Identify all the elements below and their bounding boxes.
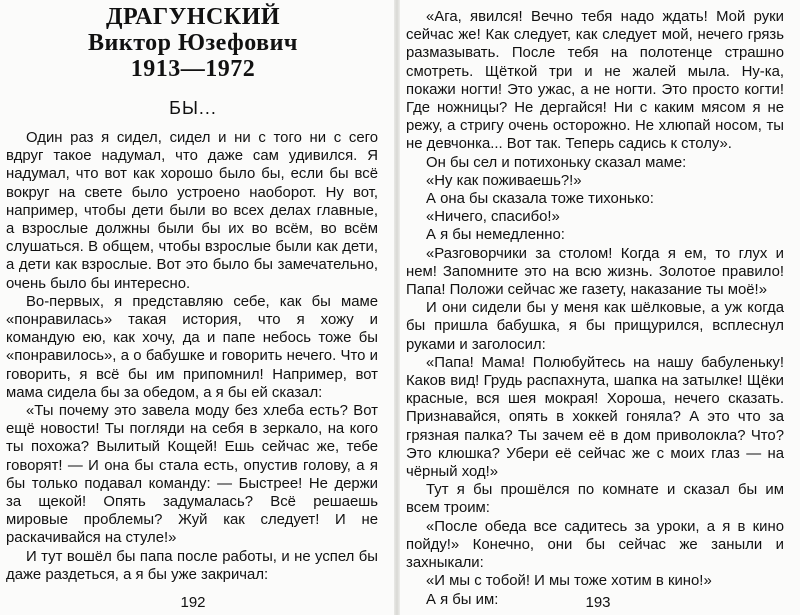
- paragraph: А она бы сказала тоже тихонько:: [426, 191, 654, 208]
- chapter-title: БЫ...: [169, 98, 217, 118]
- right-page-text: [406, 0, 790, 609]
- paragraph: И тут вошёл бы папа после работы, и не успел бы даже раздеться, а я бы уже закричал:: [6, 548, 378, 583]
- page-number-right: 193: [585, 594, 611, 611]
- paragraph: «И мы с тобой! И мы тоже хотим в кино!»: [426, 573, 712, 590]
- paragraph: «Ну как поживаешь?!»: [426, 172, 582, 189]
- paragraph: «Ага, явился! Вечно тебя надо ждать! Мой руки сейчас же! Как следует, как следует мой, нечего грязь размазывать. После тебя на полотенце страшно смотреть. Щёткой три и не жалей мыла. Ну-ка, покажи ногти! Это ужас, а не ногти. Это просто когти! Где ножницы? Не дергайся! Ни с каким мясом я не режу, а стригу очень осторожно. Не хлюпай носом, ты не девчонка... Вот так. Теперь садись к столу».: [406, 9, 784, 153]
- paragraph: И они сидели бы у меня как шёлковые, а уж когда бы пришла бабушка, я бы прищурился, всплеснул руками и заголосил:: [406, 300, 784, 353]
- paragraph: Во-первых, я представляю себе, как бы маме «понравилась» такая история, что я хожу и командую ею, как хочу, да и папе небось тоже бы «понравилось», а о бабушке и говорить нечего. Что и говорить, я всё бы им припомнил! Например, вот мама сидела бы за обедом, а я бы ей сказал:: [6, 293, 378, 401]
- book-gutter: [394, 0, 400, 615]
- paragraph: А я бы им:: [426, 591, 499, 608]
- left-page-text: [0, 129, 386, 584]
- right-page: [406, 0, 790, 615]
- left-page: [0, 0, 386, 615]
- paragraph: Один раз я сидел, сидел и ни с того ни с сего вдруг такое надумал, что даже сам удивился. Я надумал, что вот как хорошо было бы, если бы всё вокруг на свете было устроено наоборот. Ну вот, например, чтобы дети были во всех делах главные, а взрослые должны были бы их во всём, во всём слушаться. В общем, чтобы взрослые были как дети, а дети как взрослые. Вот это было бы замечательно, очень было бы интересно.: [6, 130, 378, 292]
- paragraph: «Ты почему это завела моду без хлеба есть? Вот ещё новости! Ты погляди на себя в зеркало, на кого ты похожа? Вылитый Кощей! Ешь сейчас же, тебе говорят! — И она бы стала есть, опустив голову, а я бы только подавал команду: — Быстрее! Не держи за щекой! Опять задумалась? Всё решаешь мировые проблемы? Жуй как следует! И не раскачивайся на стуле!»: [6, 403, 378, 547]
- paragraph: «Папа! Мама! Полюбуйтесь на нашу бабуленьку! Каков вид! Грудь распахнута, шапка на затылке! Щёки красные, вся шея мокрая! Хороша, нечего сказать. Признавайся, опять в хоккей гоняла? А это что за грязная палка? Ты зачем её в дом приволокла? Что? Это клюшка? Убери её сейчас же с моих глаз — на чёрный ход!»: [406, 354, 784, 481]
- paragraph: «После обеда все садитесь за уроки, а я в кино пойду!» Конечно, они бы сейчас же заныли и захныкали:: [406, 518, 784, 572]
- paragraph: «Разговорчики за столом! Когда я ем, то глух и нем! Запомните это на всю жизнь. Золотое правило! Папа! Положи сейчас же газету, наказание ты моё!»: [406, 245, 784, 299]
- author-lastname: ДРАГУНСКИЙ: [105, 4, 281, 30]
- paragraph: Он бы сел и потихоньку сказал маме:: [426, 154, 687, 171]
- paragraph: «Ничего, спасибо!»: [426, 209, 560, 226]
- page-number-left: 192: [180, 594, 206, 611]
- author-name: Виктор Юзефович: [88, 30, 298, 56]
- author-years: 1913—1972: [130, 56, 256, 82]
- paragraph: А я бы немедленно:: [426, 227, 565, 244]
- author-header: [0, 4, 386, 82]
- paragraph: Тут я бы прошёлся по комнате и сказал бы им всем троим:: [406, 482, 784, 517]
